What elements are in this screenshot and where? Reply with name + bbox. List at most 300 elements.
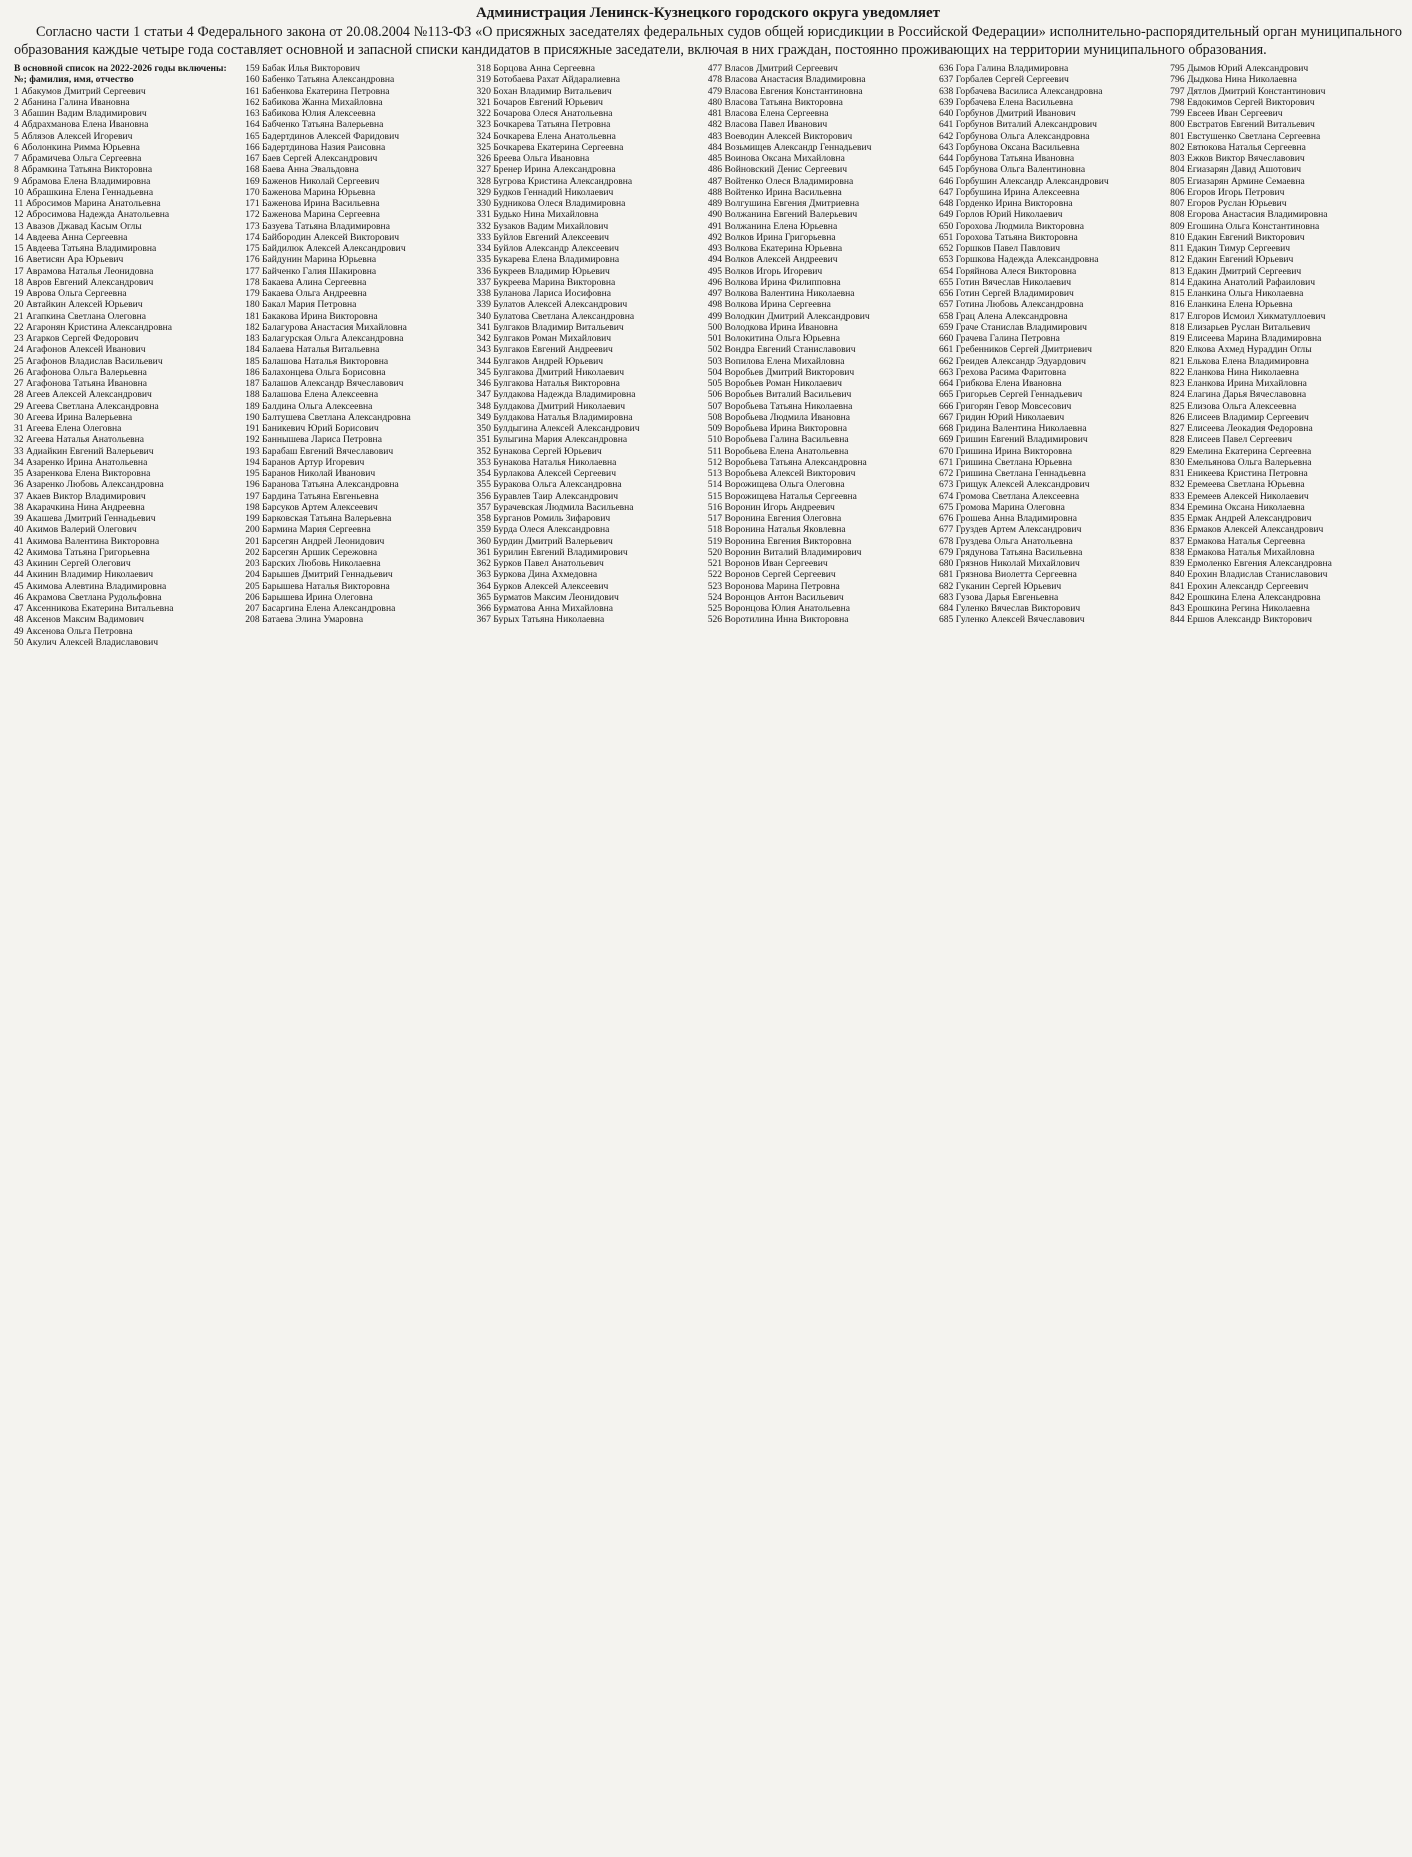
list-item: 820 Елкова Ахмед Нураддин Оглы <box>1170 344 1312 356</box>
list-item: 804 Егиазарян Давид Ашотович <box>1170 164 1302 176</box>
list-item: 806 Егоров Игорь Петрович <box>1170 186 1285 198</box>
list-item: 202 Барсегян Аршик Сережовна <box>245 546 378 558</box>
list-item: 640 Горбунов Дмитрий Иванович <box>938 108 1076 119</box>
list-item: 175 Байдилюк Алексей Александрович <box>245 243 406 254</box>
list-item: 325 Бочкарева Екатерина Сергеевна <box>476 141 624 153</box>
list-item: 497 Волкова Валентина Николаевна <box>707 288 855 299</box>
list-item: 330 Будникова Олеся Владимировна <box>476 198 626 209</box>
list-item: 513 Воробьева Алексей Викторович <box>707 468 856 479</box>
list-item: 683 Гузова Дарья Евгеньевна <box>938 591 1059 603</box>
list-item: 174 Байбородин Алексей Викторович <box>245 231 400 243</box>
list-item: 338 Буланова Лариса Иосифовна <box>476 288 611 299</box>
list-item: 816 Еланкина Елена Юрьевна <box>1170 299 1293 311</box>
list-item: 42 Акимова Татьяна Григорьевна <box>14 546 150 558</box>
list-item: 199 Барковская Татьяна Валерьевна <box>245 513 392 524</box>
list-item: 347 Булдакова Надежда Владимировна <box>476 389 636 401</box>
list-item: 360 Бурдин Дмитрий Валерьевич <box>476 535 613 547</box>
list-item: 485 Воинова Оксана Михайловна <box>707 153 845 164</box>
list-item: 354 Бурлакова Алексей Сергеевич <box>476 468 617 479</box>
list-item: 322 Бочарова Олеся Анатольевна <box>476 108 613 119</box>
list-item: 488 Войтенко Ирина Васильевна <box>707 186 842 198</box>
list-item: 349 Булдакова Наталья Владимировна <box>476 411 633 423</box>
list-item: 337 Букреева Марина Викторовна <box>476 276 616 288</box>
list-item: 34 Азаренко Ирина Анатольевна <box>14 456 148 468</box>
list-item: 646 Горбушин Александр Александрович <box>938 175 1109 187</box>
list-item: 4 Абдрахманова Елена Ивановна <box>14 119 149 131</box>
list-item: 494 Волков Алексей Андреевич <box>707 254 838 266</box>
list-item: 809 Егошина Ольга Константиновна <box>1170 220 1320 232</box>
list-item: 672 Гришина Светлана Геннадьевна <box>938 468 1086 479</box>
list-item: 333 Буйлов Евгений Алексеевич <box>476 231 610 243</box>
list-item: 362 Бурков Павел Анатольевич <box>476 558 604 569</box>
list-item: 335 Букарева Елена Владимировна <box>476 254 620 266</box>
list-item: 318 Борцова Анна Сергеевна <box>476 63 596 74</box>
list-item: 810 Едакин Евгений Викторович <box>1170 231 1305 243</box>
list-item: 677 Груздев Артем Александрович <box>938 524 1082 536</box>
list-item: 45 Акимова Алевтина Владимировна <box>14 580 167 592</box>
list-item: 673 Грищук Алексей Александрович <box>938 479 1090 491</box>
list-item: 817 Елгоров Исмоил Хикматуллоевич <box>1170 310 1326 322</box>
list-item: 40 Акимов Валерий Олегович <box>14 524 137 536</box>
list-item: 482 Власова Павел Иванович <box>707 119 828 131</box>
list-item: 659 Граче Станислав Владимирович <box>938 321 1087 333</box>
list-item: 645 Горбунова Ольга Валентиновна <box>938 164 1086 176</box>
list-item: 500 Володкова Ирина Ивановна <box>707 321 838 333</box>
name-list-columns <box>14 63 1402 1803</box>
list-item: 647 Горбушина Ирина Алексеевна <box>938 186 1080 198</box>
list-item: 36 Азаренко Любовь Александровна <box>14 479 164 491</box>
list-item: 667 Гридин Юрий Николаевич <box>938 411 1065 423</box>
list-item: 824 Елагина Дарья Вячеславовна <box>1170 389 1307 401</box>
list-item: 519 Воронина Евгения Викторовна <box>707 535 852 547</box>
list-item: 839 Ермоленко Евгения Александровна <box>1170 558 1332 569</box>
list-item: 179 Бакаева Ольга Андреевна <box>245 288 367 299</box>
list-item: 504 Воробьев Дмитрий Викторович <box>707 366 855 378</box>
list-item: 200 Бармина Мария Сергеевна <box>245 524 371 536</box>
list-item: 515 Ворожищева Наталья Сергеевна <box>707 490 857 502</box>
list-item: 351 Булыгина Мария Александровна <box>476 434 628 446</box>
list-item: 5 Аблязов Алексей Игоревич <box>14 130 133 142</box>
list-item: 662 Греидев Александр Эдуардович <box>938 355 1086 367</box>
list-item: 492 Волков Ирина Григорьевна <box>707 231 836 243</box>
list-item: 357 Бурачевская Людмила Васильевна <box>476 501 634 513</box>
list-item: 359 Бурда Олеся Александровна <box>476 524 610 536</box>
list-item: 43 Акинин Сергей Олегович <box>14 558 131 569</box>
list-item: 518 Воронина Наталья Яковлевна <box>707 524 846 536</box>
list-item: 830 Емельянова Ольга Валерьевна <box>1170 456 1312 468</box>
list-item: 163 Бабикова Юлия Алексеевна <box>245 108 376 119</box>
list-item: 14 Авдеева Анна Сергеевна <box>14 231 128 243</box>
list-item: 197 Бардина Татьяна Евгеньевна <box>245 490 379 502</box>
list-item: 502 Вондра Евгений Станиславович <box>707 344 856 356</box>
list-item: 815 Еланкина Ольга Николаевна <box>1170 288 1304 299</box>
list-item: 641 Горбунов Виталий Александрович <box>938 119 1097 131</box>
list-item: 183 Балагурская Ольга Александровна <box>245 333 404 344</box>
list-item: 821 Елькова Елена Владимировна <box>1170 355 1309 367</box>
list-item: 356 Буравлев Таир Александрович <box>476 490 619 502</box>
list-item: 501 Волокитина Ольга Юрьевна <box>707 333 840 344</box>
list-item: 160 Бабенко Татьяна Александровна <box>245 74 395 86</box>
list-item: 173 Базуева Татьяна Владимировна <box>245 220 390 232</box>
list-item: 828 Елисеев Павел Сергеевич <box>1170 434 1293 446</box>
list-item: 796 Дыдкова Нина Николаевна <box>1170 74 1297 86</box>
list-item: 682 Гуканин Сергей Юрьевич <box>938 580 1062 592</box>
list-item: 496 Волкова Ирина Филипповна <box>707 276 841 288</box>
list-item: 524 Воронцов Антон Васильевич <box>707 591 844 603</box>
list-item: 7 Абрамичева Ольга Сергеевна <box>14 153 142 164</box>
list-item: 13 Авазов Джавад Касым Оглы <box>14 220 142 232</box>
list-item: 1 Абакумов Дмитрий Сергеевич <box>14 85 146 97</box>
list-item: 186 Балахонцева Ольга Борисовна <box>245 366 386 378</box>
list-item: 171 Баженова Ирина Васильевна <box>245 198 380 209</box>
list-item: 178 Бакаева Алина Сергеевна <box>245 276 367 288</box>
list-item: 355 Буракова Ольга Александровна <box>476 479 622 491</box>
list-item: 27 Агафонова Татьяна Ивановна <box>14 378 147 389</box>
list-item: 353 Бунакова Наталья Николаевна <box>476 456 617 468</box>
list-item: 327 Бренер Ирина Александровна <box>476 164 616 176</box>
list-item: 363 Буркова Дина Ахмедовна <box>476 569 598 581</box>
list-item: 807 Егоров Руслан Юрьевич <box>1170 198 1287 209</box>
list-item: 499 Володкин Дмитрий Александрович <box>707 310 870 322</box>
list-item: 180 Бакал Мария Петровна <box>245 299 357 311</box>
list-item: 795 Дымов Юрий Александрович <box>1170 63 1309 74</box>
list-item: 657 Готина Любовь Александровна <box>938 299 1084 311</box>
list-item: 207 Басаргина Елена Александровна <box>245 603 396 614</box>
list-item: 844 Ершов Александр Викторович <box>1170 614 1312 626</box>
list-item: 836 Ермаков Алексей Александрович <box>1170 524 1324 536</box>
list-item: 841 Ерохин Александр Сергеевич <box>1170 580 1309 592</box>
list-item: 644 Горбунова Татьяна Ивановна <box>938 153 1075 164</box>
list-item: 10 Абрашкина Елена Геннадьевна <box>14 186 154 198</box>
list-item: 332 Бузаков Вадим Михайлович <box>476 220 609 232</box>
list-item: 654 Горяйнова Алеся Викторовна <box>938 265 1077 277</box>
list-item: 517 Воронина Евгения Олеговна <box>707 513 842 524</box>
list-item: 361 Бурилин Евгений Владимирович <box>476 546 628 558</box>
list-item: 184 Балаева Наталья Витальевна <box>245 344 380 356</box>
list-item: 827 Елисеева Леокадия Федоровна <box>1170 423 1313 434</box>
list-item: 638 Горбачева Василиса Александровна <box>938 85 1103 97</box>
list-item: 835 Ермак Андрей Александрович <box>1170 513 1312 524</box>
list-item: 663 Грехова Расима Фаритовна <box>938 366 1067 378</box>
list-item: 481 Власова Елена Сергеевна <box>707 108 829 119</box>
list-item: 35 Азаренкова Елена Викторовна <box>14 468 151 479</box>
list-item: 44 Акинин Владимир Николаевич <box>14 569 154 581</box>
list-title: В основной список на 2022-2026 годы включены: <box>14 63 227 74</box>
list-item: 838 Ермакова Наталья Михайловна <box>1170 546 1315 558</box>
list-item: 678 Груздева Ольга Анатольевна <box>938 535 1073 547</box>
list-item: 798 Евдокимов Сергей Викторович <box>1170 96 1315 108</box>
list-item: 505 Воробьев Роман Николаевич <box>707 378 842 389</box>
list-item: 167 Баев Сергей Александрович <box>245 153 378 164</box>
list-item: 22 Агаронян Кристина Александровна <box>14 321 173 333</box>
list-item: 685 Гуленко Алексей Вячеславович <box>938 614 1085 626</box>
list-item: 831 Еникеева Кристина Петровна <box>1170 468 1308 479</box>
list-item: 323 Бочкарева Татьяна Петровна <box>476 119 611 131</box>
list-item: 348 Булдакова Дмитрий Николаевич <box>476 400 626 412</box>
list-item: 21 Агапкина Светлана Олеговна <box>14 310 147 322</box>
list-item: 668 Гридина Валентина Николаевна <box>938 423 1087 434</box>
list-item: 194 Баранов Артур Игоревич <box>245 456 365 468</box>
list-item: 19 Аврова Ольга Сергеевна <box>14 288 127 299</box>
list-item: 24 Агафонов Алексей Иванович <box>14 344 146 356</box>
list-item: 669 Гришин Евгений Владимирович <box>938 434 1088 446</box>
list-item: 164 Бабченко Татьяна Валерьевна <box>245 119 384 131</box>
list-item: 803 Ежков Виктор Вячеславович <box>1170 153 1305 164</box>
list-item: 188 Балашова Елена Алексеевна <box>245 389 379 401</box>
list-item: 487 Войтенко Олеся Владимировна <box>707 175 854 187</box>
list-item: 331 Будько Нина Михайловна <box>476 209 599 221</box>
list-item: 522 Воронов Сергей Сергеевич <box>707 569 836 581</box>
list-column-1 <box>14 63 245 1803</box>
list-item: 498 Волкова Ирина Сергеевна <box>707 299 831 311</box>
list-item: 161 Бабенкова Екатерина Петровна <box>245 85 390 97</box>
list-item: 818 Елизарьев Руслан Витальевич <box>1170 321 1311 333</box>
list-item: 486 Войновский Денис Сергеевич <box>707 164 848 176</box>
list-item: 334 Буйлов Александр Алексеевич <box>476 243 619 254</box>
list-item: 176 Байдунин Марина Юрьевна <box>245 254 377 266</box>
list-item: 676 Грошева Анна Владимировна <box>938 513 1078 524</box>
list-item: 326 Бреева Ольга Ивановна <box>476 153 590 164</box>
list-item: 37 Акаев Виктор Владимирович <box>14 490 146 502</box>
list-item: 324 Бочкарева Елена Анатольевна <box>476 130 616 142</box>
list-item: 344 Булгаков Андрей Юрьевич <box>476 355 604 367</box>
list-item: 521 Воронов Иван Сергеевич <box>707 558 828 569</box>
list-item: 799 Евсеев Иван Сергеевич <box>1170 108 1283 119</box>
list-item: 833 Еремеев Алексей Николаевич <box>1170 490 1309 502</box>
list-item: 814 Едакина Анатолий Рафаилович <box>1170 276 1316 288</box>
list-item: 489 Волгушина Евгения Дмитриевна <box>707 198 860 209</box>
list-item: 805 Егиазарян Армине Семаевна <box>1170 175 1305 187</box>
list-item: 512 Воробьева Татьяна Александровна <box>707 456 867 468</box>
list-column-2 <box>245 63 476 1803</box>
list-item: 655 Готин Вячеслав Николаевич <box>938 276 1072 288</box>
list-item: 819 Елисеева Марина Владимировна <box>1170 333 1322 344</box>
list-item: 800 Евстратов Евгений Витальевич <box>1170 119 1315 131</box>
list-item: 170 Баженова Марина Юрьевна <box>245 186 376 198</box>
list-item: 196 Баранова Татьяна Александровна <box>245 479 399 491</box>
list-item: 168 Баева Анна Эвальдовна <box>245 164 359 176</box>
list-item: 840 Ерохин Владислав Станиславович <box>1170 569 1328 581</box>
list-item: 203 Барских Любовь Николаевна <box>245 558 381 569</box>
list-item: 648 Горденко Ирина Викторовна <box>938 198 1073 209</box>
list-item: 364 Бурков Алексей Алексеевич <box>476 580 609 592</box>
list-item: 28 Агеев Алексей Александрович <box>14 389 152 401</box>
list-item: 508 Воробьева Людмила Ивановна <box>707 411 851 423</box>
list-item: 49 Аксенова Ольга Петровна <box>14 625 133 637</box>
list-item: 664 Грибкова Елена Ивановна <box>938 378 1062 389</box>
list-item: 514 Ворожищева Ольга Олеговна <box>707 479 845 491</box>
list-item: 823 Еланкова Ирина Михайловна <box>1170 378 1307 389</box>
list-item: 495 Волков Игорь Игоревич <box>707 265 823 277</box>
list-item: 671 Гришина Светлана Юрьевна <box>938 456 1073 468</box>
list-item: 39 Акашева Дмитрий Геннадьевич <box>14 513 156 524</box>
list-item: 843 Ерошкина Регина Николаевна <box>1170 603 1310 614</box>
list-item: 29 Агеева Светлана Александровна <box>14 400 159 412</box>
list-item: 172 Баженова Марина Сергеевна <box>245 209 380 221</box>
list-item: 503 Вопилова Елена Михайловна <box>707 355 845 367</box>
list-item: 47 Аксенникова Екатерина Витальевна <box>14 603 174 614</box>
list-item: 33 Адиайкин Евгений Валерьевич <box>14 445 154 457</box>
list-item: 822 Еланкова Нина Николаевна <box>1170 366 1300 378</box>
list-item: 490 Волжанина Евгений Валерьевич <box>707 209 858 221</box>
list-item: 189 Балдина Ольга Алексеевна <box>245 400 373 412</box>
list-item: 665 Григорьев Сергей Геннадьевич <box>938 389 1083 401</box>
list-item: 206 Барышева Ирина Олеговна <box>245 591 373 603</box>
list-item: 26 Агафонова Ольга Валерьевна <box>14 366 147 378</box>
list-item: 30 Агеева Ирина Валерьевна <box>14 411 133 423</box>
list-item: 169 Баженов Николай Сергеевич <box>245 175 380 187</box>
list-item: 341 Булгаков Владимир Витальевич <box>476 321 624 333</box>
list-item: 339 Булатов Алексей Александрович <box>476 299 628 311</box>
list-item: 48 Аксенов Максим Вадимович <box>14 614 144 626</box>
list-item: 661 Гребенников Сергей Дмитриевич <box>938 344 1092 356</box>
list-item: 9 Абрамова Елена Владимировна <box>14 175 151 187</box>
list-item: 20 Автайкин Алексей Юрьевич <box>14 299 143 311</box>
list-item: 32 Агеева Наталья Анатольевна <box>14 434 145 446</box>
list-item: 636 Гора Галина Владимировна <box>938 63 1069 74</box>
list-item: 191 Баникевич Юрий Борисович <box>245 423 379 434</box>
list-item: 480 Власова Татьяна Викторовна <box>707 96 843 108</box>
list-item: 187 Балашов Александр Вячеславович <box>245 378 404 389</box>
list-item: 366 Бурматова Анна Михайловна <box>476 603 614 614</box>
intro-paragraph: Согласно части 1 статьи 4 Федерального закона от 20.08.2004 №113-ФЗ «О присяжных заседателях федеральных судов общей юрисдикции в Российской Федерации» исполнительно-распорядительный орган муниципального образования каждые четыре года составляет основной и запасной списки кандидатов в присяжные заседатели, включая в них граждан, постоянно проживающих на территории муниципального образования. <box>14 24 1402 58</box>
list-item: 16 Аветисян Ара Юрьевич <box>14 254 124 266</box>
list-item: 15 Авдеева Татьяна Владимировна <box>14 243 157 254</box>
list-item: 208 Батаева Элина Умаровна <box>245 614 364 626</box>
list-item: 680 Грязнов Николай Михайлович <box>938 558 1080 569</box>
list-item: 41 Акимова Валентина Викторовна <box>14 535 160 547</box>
page-header: Администрация Ленинск-Кузнецкого городского округа уведомляет <box>475 5 941 21</box>
list-item: 837 Ермакова Наталья Сергеевна <box>1170 535 1306 547</box>
list-item: 832 Еремеева Светлана Юрьевна <box>1170 479 1305 491</box>
list-item: 336 Букреев Владимир Юрьевич <box>476 265 610 277</box>
list-item: 198 Барсуков Артем Алексеевич <box>245 501 378 513</box>
list-item: 352 Бунакова Сергей Юрьевич <box>476 445 602 457</box>
list-item: 185 Балашова Наталья Викторовна <box>245 355 389 367</box>
list-item: 651 Горохова Татьяна Викторовна <box>938 231 1078 243</box>
list-item: 340 Булатова Светлана Александровна <box>476 310 635 322</box>
list-item: 812 Едакин Евгений Юрьевич <box>1170 254 1294 266</box>
list-item: 842 Ерошкина Елена Александровна <box>1170 591 1321 603</box>
list-item: 658 Грац Алена Александровна <box>938 310 1068 322</box>
list-item: 320 Бохан Владимир Витальевич <box>476 85 612 97</box>
list-column-6 <box>1170 63 1401 1803</box>
list-item: 166 Бадертдинова Назия Раисовна <box>245 141 386 153</box>
list-item: 342 Булгаков Роман Михайлович <box>476 333 612 344</box>
list-item: 675 Громова Марина Олеговна <box>938 501 1065 513</box>
list-item: 319 Ботобаева Рахат Айдаралиевна <box>476 74 621 86</box>
list-item: 346 Булгакова Наталья Викторовна <box>476 378 620 389</box>
list-item: 811 Едакин Тимур Сергеевич <box>1170 243 1291 254</box>
list-item: 23 Агарков Сергей Федорович <box>14 333 139 344</box>
list-item: 329 Будков Геннадий Николаевич <box>476 186 614 198</box>
list-item: 182 Балагурова Анастасия Михайловна <box>245 321 407 333</box>
list-item: 478 Власова Анастасия Владимировна <box>707 74 866 86</box>
list-item: 367 Бурых Татьяна Николаевна <box>476 614 605 626</box>
list-item: 684 Гуленко Вячеслав Викторович <box>938 603 1081 614</box>
list-item: 17 Аврамова Наталья Леонидовна <box>14 265 154 277</box>
list-item: 797 Дятлов Дмитрий Константинович <box>1170 85 1326 97</box>
list-subtitle: №; фамилия, имя, отчество <box>14 74 134 86</box>
list-item: 483 Воеводин Алексей Викторович <box>707 130 853 142</box>
list-item: 345 Булгакова Дмитрий Николаевич <box>476 366 625 378</box>
list-item: 177 Байченко Галия Шакировна <box>245 265 377 277</box>
list-item: 181 Бакакова Ирина Викторовна <box>245 310 378 322</box>
list-item: 343 Булгаков Евгений Андреевич <box>476 344 613 356</box>
list-item: 649 Горлов Юрий Николаевич <box>938 209 1063 221</box>
list-item: 192 Баннышева Лариса Петровна <box>245 434 382 446</box>
list-item: 643 Горбунова Оксана Васильевна <box>938 141 1080 153</box>
list-item: 681 Грязнова Виолетта Сергеевна <box>938 569 1077 581</box>
list-item: 479 Власова Евгения Константиновна <box>707 85 863 97</box>
list-item: 2 Абанина Галина Ивановна <box>14 96 130 108</box>
list-item: 507 Воробьева Татьяна Николаевна <box>707 400 853 412</box>
list-item: 523 Воронова Марина Петровна <box>707 580 840 592</box>
list-item: 520 Воронин Виталий Владимирович <box>707 546 862 558</box>
list-item: 510 Воробьева Галина Васильевна <box>707 434 849 446</box>
list-item: 808 Егорова Анастасия Владимировна <box>1170 209 1328 221</box>
list-column-4 <box>708 63 939 1803</box>
list-item: 328 Бугрова Кристина Александровна <box>476 175 633 187</box>
list-item: 365 Бурматов Максим Леонидович <box>476 591 619 603</box>
list-item: 829 Емелина Екатерина Сергеевна <box>1170 445 1312 457</box>
list-item: 31 Агеева Елена Олеговна <box>14 423 122 434</box>
list-item: 12 Абросимова Надежда Анатольевна <box>14 209 170 221</box>
list-item: 350 Булдыгина Алексей Александрович <box>476 423 640 434</box>
list-item: 491 Волжанина Елена Юрьевна <box>707 220 838 232</box>
list-item: 834 Еремина Оксана Николаевна <box>1170 501 1305 513</box>
list-item: 650 Горохова Людмила Викторовна <box>938 220 1085 232</box>
list-item: 666 Григорян Гевор Мовсесович <box>938 400 1072 412</box>
list-item: 190 Балтушева Светлана Александровна <box>245 411 411 423</box>
list-item: 3 Абашин Вадим Владимирович <box>14 108 147 119</box>
list-item: 484 Возьмищев Александр Геннадьевич <box>707 141 872 153</box>
list-item: 321 Бочаров Евгений Юрьевич <box>476 96 603 108</box>
list-item: 511 Воробьева Елена Анатольевна <box>707 445 849 457</box>
list-item: 358 Бурганов Ромиль Зифарович <box>476 513 611 524</box>
list-item: 802 Евтюкова Наталья Сергеевна <box>1170 141 1306 153</box>
list-item: 159 Бабак Илья Викторович <box>245 63 360 74</box>
list-item: 509 Воробьева Ирина Викторовна <box>707 423 847 434</box>
list-item: 46 Акрамова Светлана Рудольфовна <box>14 591 162 603</box>
list-column-5 <box>939 63 1170 1803</box>
list-item: 25 Агафонов Владислав Васильевич <box>14 355 163 367</box>
list-item: 825 Елизова Ольга Алексеевна <box>1170 400 1297 412</box>
list-item: 165 Бадертдинов Алексей Фаридович <box>245 130 400 142</box>
list-item: 674 Громова Светлана Алексеевна <box>938 490 1080 502</box>
list-item: 801 Евстушенко Светлана Сергеевна <box>1170 130 1321 142</box>
list-item: 639 Горбачева Елена Васильевна <box>938 96 1074 108</box>
list-item: 193 Барабаш Евгений Вячеславович <box>245 445 394 457</box>
list-item: 637 Горбалев Сергей Сергеевич <box>938 74 1069 86</box>
list-item: 6 Аболонкина Римма Юрьевна <box>14 141 140 153</box>
list-item: 526 Воротилина Инна Викторовна <box>707 614 849 626</box>
list-item: 205 Барышева Наталья Викторовна <box>245 580 390 592</box>
list-item: 679 Грядунова Татьяна Васильевна <box>938 546 1083 558</box>
list-item: 195 Баранов Николай Иванович <box>245 468 376 479</box>
list-item: 813 Едакин Дмитрий Сергеевич <box>1170 265 1302 277</box>
list-item: 162 Бабикова Жанна Михайловна <box>245 96 383 108</box>
list-item: 477 Власов Дмитрий Сергеевич <box>707 63 838 74</box>
list-column-3 <box>476 63 707 1803</box>
list-item: 525 Воронцова Юлия Анатольевна <box>707 603 851 614</box>
list-item: 826 Елисеев Владимир Сергеевич <box>1170 411 1309 423</box>
list-item: 670 Гришина Ирина Викторовна <box>938 445 1073 457</box>
list-item: 506 Воробьев Виталий Васильевич <box>707 389 852 401</box>
list-item: 660 Грачева Галина Петровна <box>938 333 1060 344</box>
list-item: 8 Абрамкина Татьяна Викторовна <box>14 164 153 176</box>
list-item: 652 Горшков Павел Павлович <box>938 243 1061 254</box>
